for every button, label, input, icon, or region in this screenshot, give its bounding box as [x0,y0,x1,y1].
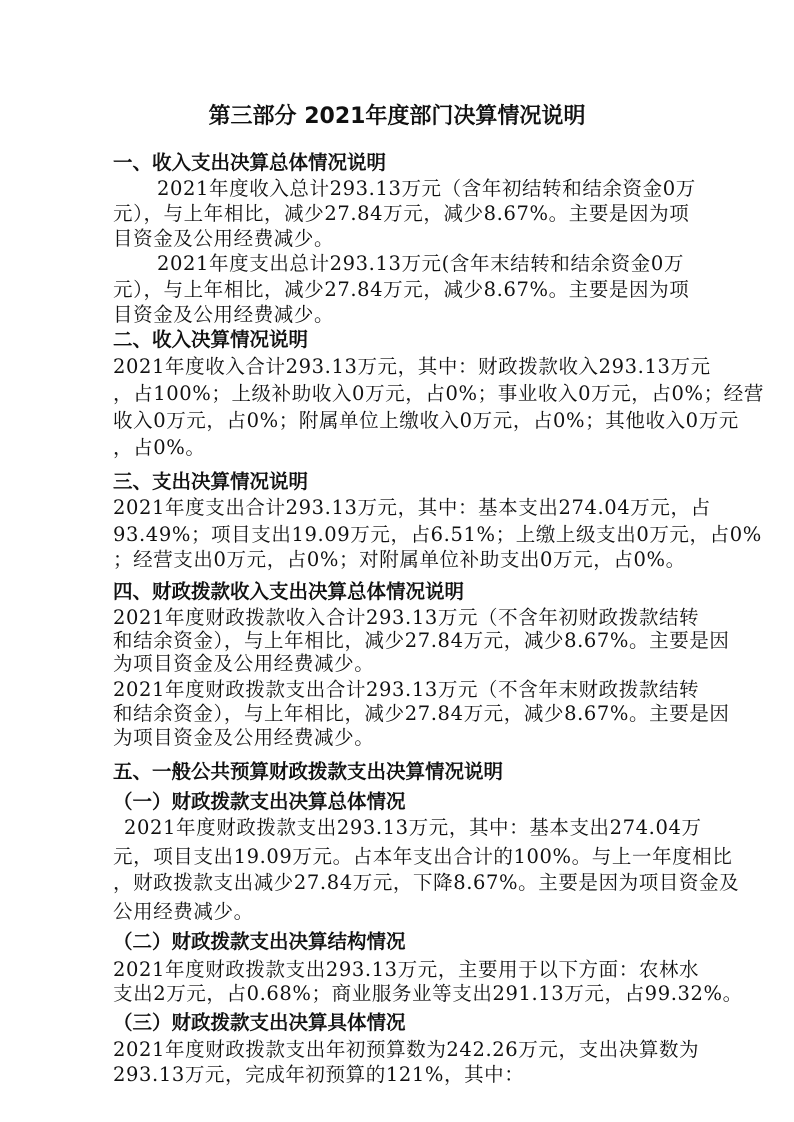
section-2-heading: 二、收入决算情况说明 [113,328,309,351]
text-line: ，占0%。 [113,436,206,459]
text-line: 2021年度财政拨款支出合计293.13万元（不含年末财政拨款结转 [113,678,700,701]
text-line: 和结余资金），与上年相比，减少27.84万元，减少8.67%。主要是因 [113,702,730,725]
text-line: 为项目资金及公用经费减少。 [113,726,375,749]
text-line: 为项目资金及公用经费减少。 [113,652,375,675]
text-line: ；经营支出0万元，占0%；对附属单位补助支出0万元，占0%。 [113,548,686,571]
text-line: 公用经费减少。 [113,900,254,923]
text-line: 93.49%；项目支出19.09万元，占6.51%；上缴上级支出0万元，占0% [113,523,762,546]
subsection-2-heading: （二）财政拨款支出决算结构情况 [113,930,406,953]
text-line: ，财政拨款支出减少27.84万元，下降8.67%。主要是因为项目资金及 [113,871,740,894]
text-line: 2021年度支出总计293.13万元(含年末结转和结余资金0万 [157,252,684,275]
text-line: 收入0万元，占0%；附属单位上缴收入0万元，占0%；其他收入0万元 [113,409,739,432]
text-line: 元，项目支出19.09万元。占本年支出合计的100%。与上一年度相比 [113,845,733,868]
text-line: 2021年度收入合计293.13万元，其中：财政拨款收入293.13万元 [113,355,711,378]
section-3-heading: 三、支出决算情况说明 [113,470,309,493]
text-line: 元），与上年相比，减少27.84万元，减少8.67%。主要是因为项 [113,278,690,301]
text-line: 支出2万元，占0.68%；商业服务业等支出291.13万元，占99.32%。 [113,982,743,1005]
section-5-heading: 五、一般公共预算财政拨款支出决算情况说明 [113,760,504,783]
text-line: ，占100%；上级补助收入0万元，占0%；事业收入0万元，占0%；经营 [113,382,764,405]
text-line: 目资金及公用经费减少。 [113,227,335,250]
section-4-heading: 四、财政拨款收入支出决算总体情况说明 [113,580,465,603]
text-line: 2021年度支出合计293.13万元，其中：基本支出274.04万元，占 [113,496,711,519]
text-line: 元），与上年相比，减少27.84万元，减少8.67%。主要是因为项 [113,202,690,225]
text-line: 2021年度财政拨款支出年初预算数为242.26万元，支出决算数为 [113,1038,700,1061]
section-1-heading: 一、收入支出决算总体情况说明 [113,151,387,174]
text-line: 2021年度财政拨款支出293.13万元，主要用于以下方面：农林水 [113,958,700,981]
text-line: 2021年度收入总计293.13万元（含年初结转和结余资金0万 [157,177,696,200]
text-line: 2021年度财政拨款收入合计293.13万元（不含年初财政拨款结转 [113,606,700,629]
text-line: 2021年度财政拨款支出293.13万元，其中：基本支出274.04万 [124,816,702,839]
subsection-1-heading: （一）财政拨款支出决算总体情况 [113,790,406,813]
text-line: 目资金及公用经费减少。 [113,303,335,326]
text-line: 293.13万元，完成年初预算的121%，其中： [113,1063,525,1086]
subsection-3-heading: （三）财政拨款支出决算具体情况 [113,1011,406,1034]
page-title: 第三部分 2021年度部门决算情况说明 [208,104,586,129]
text-line: 和结余资金），与上年相比，减少27.84万元，减少8.67%。主要是因 [113,629,730,652]
